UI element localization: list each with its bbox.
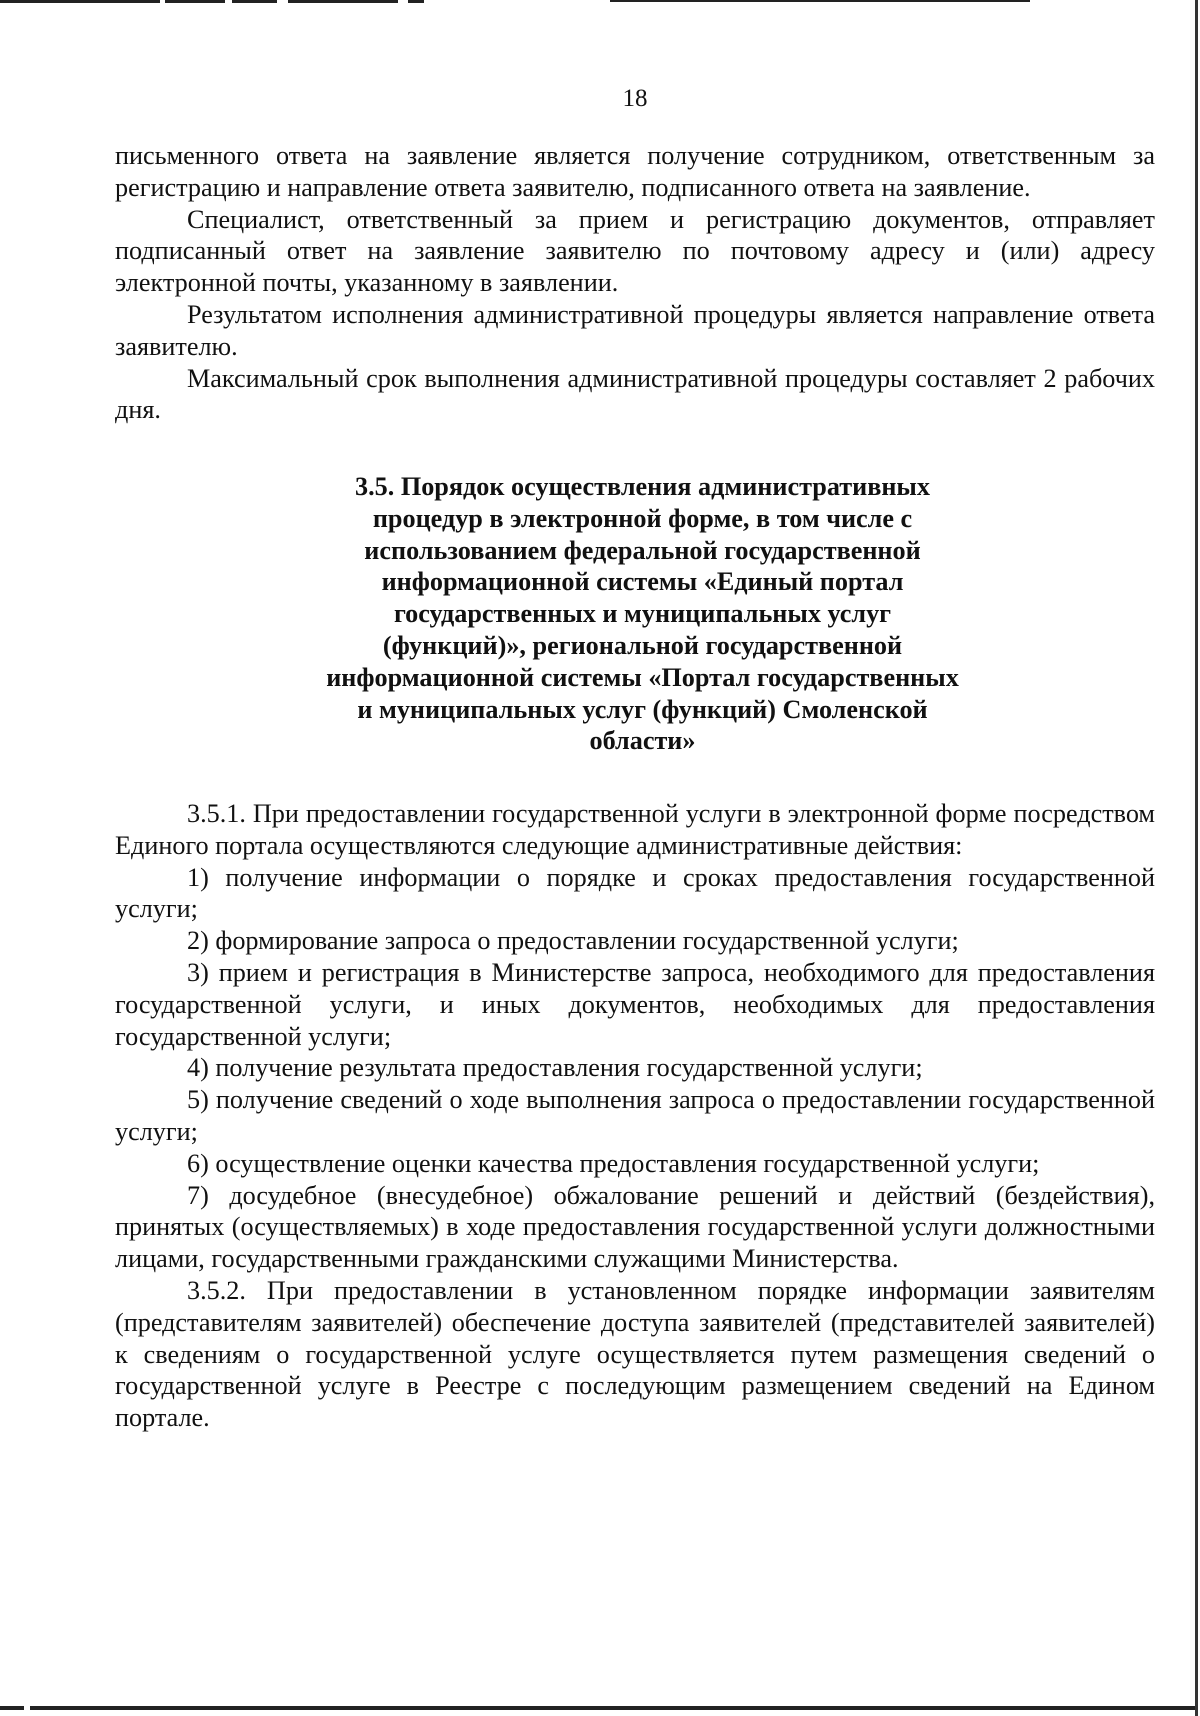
heading-line: области» xyxy=(589,726,696,756)
section-text xyxy=(115,798,1155,1434)
section-heading xyxy=(250,471,1035,757)
list-item: 2) формирование запроса о предоставлении государственной услуги; xyxy=(187,926,959,956)
heading-line: и муниципальных услуг (функций) Смоленской xyxy=(357,694,928,724)
list-item: 5) получение сведений о ходе выполнения запроса о предоставлении государственной услуги; xyxy=(115,1085,1155,1146)
paragraph: письменного ответа на заявление является получение сотрудником, ответственным за регистрацию и направление ответа заявителю, подписанного ответа на заявление. xyxy=(115,141,1155,202)
paragraph: 3.5.1. При предоставлении государственной услуги в электронной форме посредством Единого портала осуществляются следующие административные действия: xyxy=(115,799,1155,860)
paragraph: Специалист, ответственный за прием и регистрацию документов, отправляет подписанный ответ на заявление заявителю по почтовому адресу и (или) адресу электронной почты, указанному в заявлении. xyxy=(115,204,1155,298)
list-item: 6) осуществление оценки качества предоставления государственной услуги; xyxy=(187,1148,1040,1178)
heading-line: процедур в электронной форме, в том числе с xyxy=(372,503,913,533)
intro-text xyxy=(115,140,1155,426)
heading-line: использованием федеральной государственной xyxy=(364,535,921,565)
heading-line: 3.5. Порядок осуществления административных xyxy=(355,472,930,501)
scan-border-right xyxy=(1195,0,1198,1716)
heading-line: информационной системы «Портал государственных xyxy=(326,662,959,692)
list-item: 7) досудебное (внесудебное) обжалование решений и действий (бездействия), принятых (осуществляемых) в ходе предоставления государственной услуги должностными лицами, государственными гражданскими служащими Министерства. xyxy=(115,1180,1155,1274)
list-item: 3) прием и регистрация в Министерстве запроса, необходимого для предоставления государственной услуги, и иных документов, необходимых для предоставления государственной услуги; xyxy=(115,957,1155,1051)
paragraph: 3.5.2. При предоставлении в установленном порядке информации заявителям (представителям заявителей) обеспечение доступа заявителей (представителей заявителей) к сведениям о государственной услуге осуществляется путем размещения сведений о государственной услуге в Реестре с последующим размещением сведений на Едином портале. xyxy=(115,1275,1155,1433)
heading-line: (функций)», региональной государственной xyxy=(382,630,903,660)
paragraph: Результатом исполнения административной процедуры является направление ответа заявителю. xyxy=(115,299,1155,361)
heading-line: государственных и муниципальных услуг xyxy=(393,599,892,629)
list-item: 1) получение информации о порядке и сроках предоставления государственной услуги; xyxy=(115,862,1155,924)
scan-border-top xyxy=(0,0,1200,6)
scan-border-bottom xyxy=(0,1706,1200,1712)
heading-line: информационной системы «Единый портал xyxy=(381,567,904,597)
paragraph: Максимальный срок выполнения административной процедуры составляет 2 рабочих дня. xyxy=(115,363,1155,425)
page-number: 18 xyxy=(622,85,648,112)
list-item: 4) получение результата предоставления государственной услуги; xyxy=(187,1053,923,1083)
